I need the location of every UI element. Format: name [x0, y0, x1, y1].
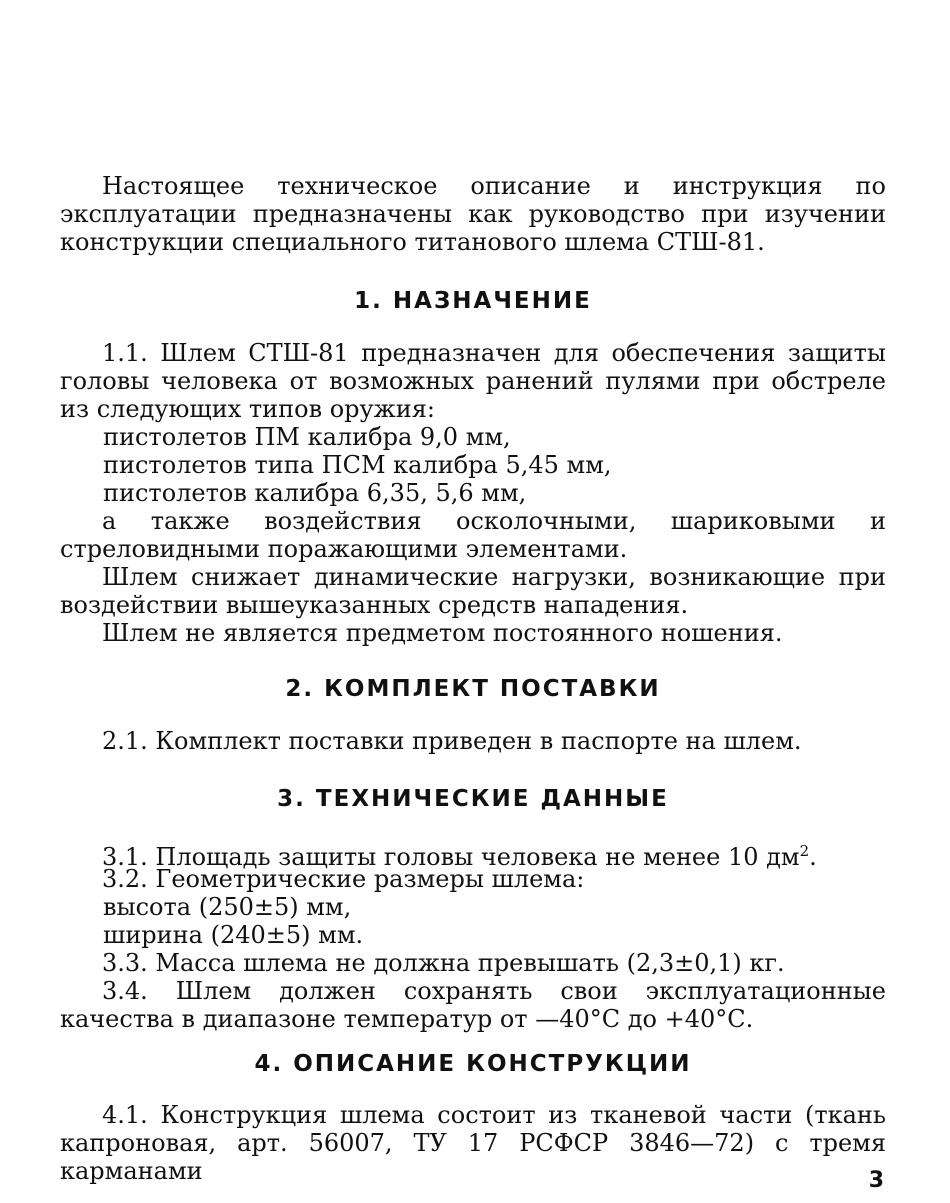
dynamic-loads-paragraph: Шлем снижает динамические нагрузки, возникающие при воздействии вышеуказанных средств нападения. [60, 563, 886, 619]
section-2-1-paragraph: 2.1. Комплект поставки приведен в паспорте на шлем. [102, 727, 802, 755]
section-1-heading: 1. НАЗНАЧЕНИЕ [354, 288, 592, 314]
also-paragraph: а также воздействия осколочными, шариковыми и стреловидными поражающими элементами. [60, 507, 886, 563]
area-period: . [809, 843, 817, 871]
helmet-width: ширина (240±5) мм. [103, 921, 364, 949]
intro-paragraph: Настоящее техническое описание и инструкция по эксплуатации предназначены как руководство при изучении конструкции специального титанового шлема СТШ-81. [60, 172, 886, 256]
helmet-height: высота (250±5) мм, [103, 893, 352, 921]
area-superscript: 2 [799, 842, 810, 860]
area-text: 3.1. Площадь защиты головы человека не менее 10 дм [102, 843, 800, 871]
section-3-3-paragraph: 3.3. Масса шлема не должна превышать (2,3±0,1) кг. [102, 949, 785, 977]
page-number: 3 [868, 1168, 884, 1193]
section-3-2-paragraph: 3.2. Геометрические размеры шлема: [102, 865, 585, 893]
section-4-heading: 4. ОПИСАНИЕ КОНСТРУКЦИИ [254, 1051, 692, 1077]
section-2-heading: 2. КОМПЛЕКТ ПОСТАВКИ [285, 676, 661, 702]
section-4-1-paragraph: 4.1. Конструкция шлема состоит из тканевой части (ткань капроновая, арт. 56007, ТУ 17 РСФСР 3846—72) с тремя карманами [60, 1101, 886, 1185]
section-3-heading: 3. ТЕХНИЧЕСКИЕ ДАННЫЕ [277, 786, 669, 812]
section-1-1-paragraph: 1.1. Шлем СТШ-81 предназначен для обеспечения защиты головы человека от возможных ранений пулями при обстреле из следующих типов оружия: [60, 339, 886, 423]
not-permanent-paragraph: Шлем не является предметом постоянного ношения. [102, 619, 783, 647]
section-3-4-paragraph: 3.4. Шлем должен сохранять свои эксплуатационные качества в диапазоне температур от —40°С до +40°С. [60, 977, 886, 1033]
weapon-item-3: пистолетов калибра 6,35, 5,6 мм, [103, 479, 527, 507]
weapon-item-2: пистолетов типа ПСМ калибра 5,45 мм, [103, 451, 612, 479]
weapon-item-1: пистолетов ПМ калибра 9,0 мм, [103, 423, 511, 451]
